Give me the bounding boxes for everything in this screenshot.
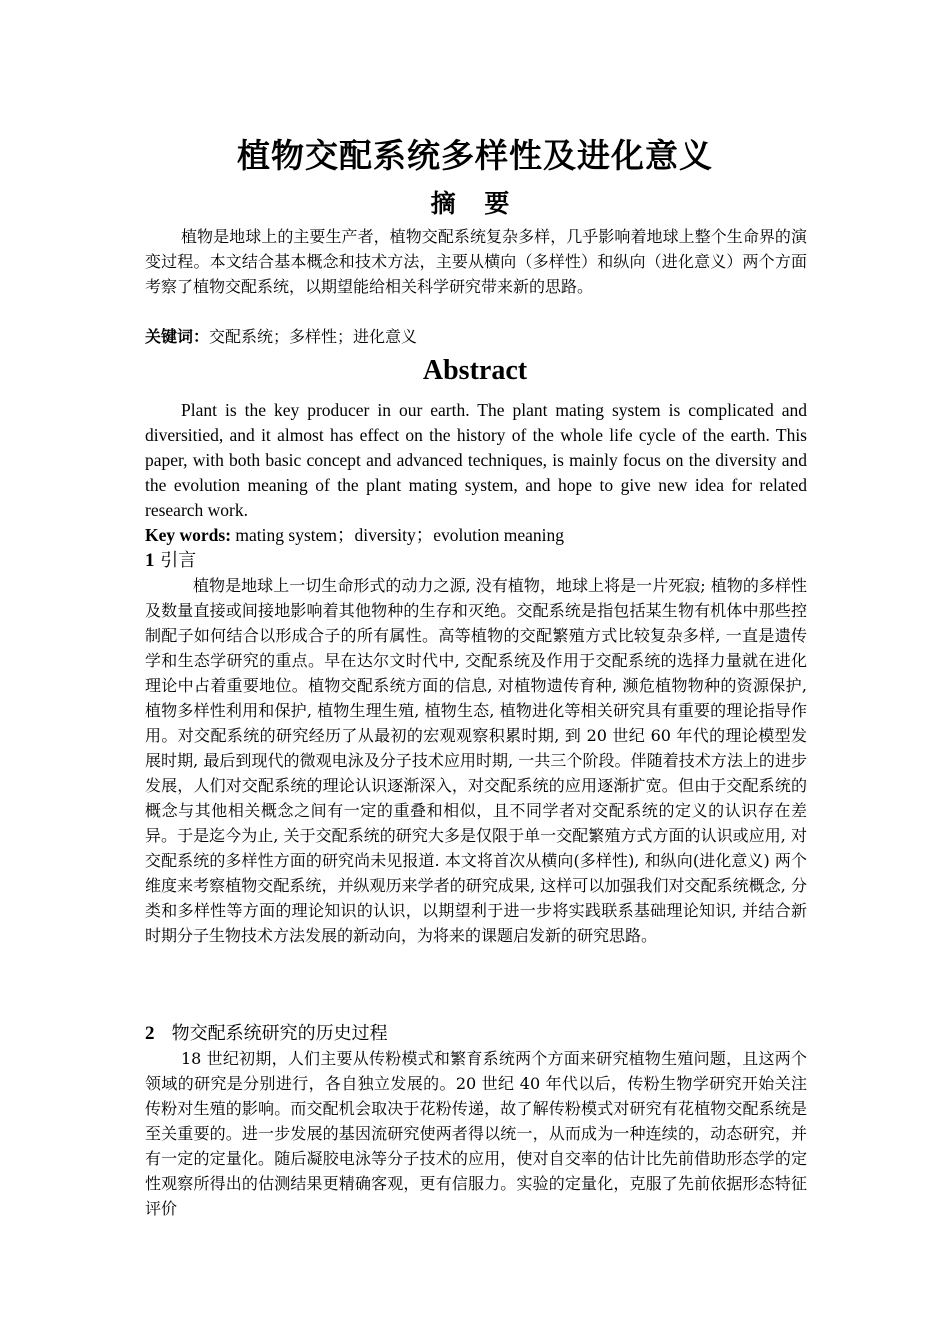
section-2-number: 2 <box>145 1023 155 1044</box>
section-1-body: 植物是地球上一切生命形式的动力之源, 没有植物，地球上将是一片死寂; 植物的多样性及数量直接或间接地影响着其他物种的生存和灭绝。交配系统是指包括某生物有机体中那些控制配子如何结合以形成合子的所有属性。高等植物的交配繁殖方式比较复杂多样, 一直是遗传学和生态学研究的重点。早在达尔文时代中, 交配系统及作用于交配系统的选择力量就在进化理论中占着重要地位。植物交配系统方面的信息, 对植物遗传育种, 濒危植物物种的资源保护, 植物多样性利用和保护, 植物生理生殖, 植物生态, 植物进化等相关研究具有重要的理论指导作用。对交配系统的研究经历了从最初的宏观观察积累时期, 到 20 世纪 60 年代的理论模型发展时期, 最后到现代的微观电泳及分子技术应用时期, 一共三个阶段。伴随着技术方法上的进步发展，人们对交配系统的理论认识逐渐深入，对交配系统的应用逐渐扩宽。但由于交配系统的概念与其他相关概念之间有一定的重叠和相似，且不同学者对交配系统的定义的认识存在差异。于是迄今为止, 关于交配系统的研究大多是仅限于单一交配繁殖方式方面的认识或应用, 对交配系统的多样性方面的研究尚未见报道. 本文将首次从横向(多样性), 和纵向(进化意义) 两个维度来考察植物交配系统，并纵观历来学者的研究成果, 这样可以加强我们对交配系统概念, 分类和多样性等方面的理论知识的认识，以期望利于进一步将实践联系基础理论知识, 并结合新时期分子生物技术方法发展的新动向，为将来的课题启发新的研究思路。 <box>145 576 807 945</box>
keywords-en-text: mating system；diversity；evolution meaning <box>231 525 564 545</box>
section-1-title: 引言 <box>160 550 197 571</box>
section-2-heading <box>145 1021 807 1046</box>
section-2-body: 18 世纪初期，人们主要从传粉模式和繁育系统两个方面来研究植物生殖问题，且这两个领域的研究是分别进行，各自独立发展的。20 世纪 40 年代以后，传粉生物学研究开始关注传粉对生殖的影响。而交配机会取决于花粉传递，故了解传粉模式对研究有花植物交配系统是至关重要的。进一步发展的基因流研究使两者得以统一，从而成为一种连续的，动态研究，并有一定的定量化。随后凝胶电泳等分子技术的应用，使对自交率的估计比先前借助形态学的定性观察所得出的估测结果更精确客观，更有信服力。实验的定量化，克服了先前依据形态特征评价 <box>145 1049 807 1218</box>
section-1-heading <box>145 548 807 573</box>
paper-title: 植物交配系统多样性及进化意义 <box>237 136 713 175</box>
section-1-number: 1 <box>145 550 155 571</box>
keywords-cn-text: 交配系统；多样性；进化意义 <box>209 327 418 346</box>
abstract-heading-en: Abstract <box>422 355 528 386</box>
keywords-en-label: Key words: <box>145 525 232 545</box>
keywords-cn <box>145 324 807 349</box>
abstract-heading-cn: 摘 要 <box>430 189 520 218</box>
keywords-cn-label: 关键词： <box>145 327 210 346</box>
section-2-title: 物交配系统研究的历史过程 <box>171 1023 388 1044</box>
abstract-en: Plant is the key producer in our earth. The plant mating system is complicated and diversitied, and it almost has effect on the history of the whole life cycle of the earth. This paper, with both basic concept and advanced techniques, is mainly focus on the diversity and the evolution meaning of the plant mating system, and hope to give new idea for related research work. <box>145 400 807 520</box>
keywords-en <box>145 523 807 548</box>
abstract-cn: 植物是地球上的主要生产者，植物交配系统复杂多样，几乎影响着地球上整个生命界的演变过程。本文结合基本概念和技术方法，主要从横向（多样性）和纵向（进化意义）两个方面考察了植物交配系统，以期望能给相关科学研究带来新的思路。 <box>145 227 807 296</box>
